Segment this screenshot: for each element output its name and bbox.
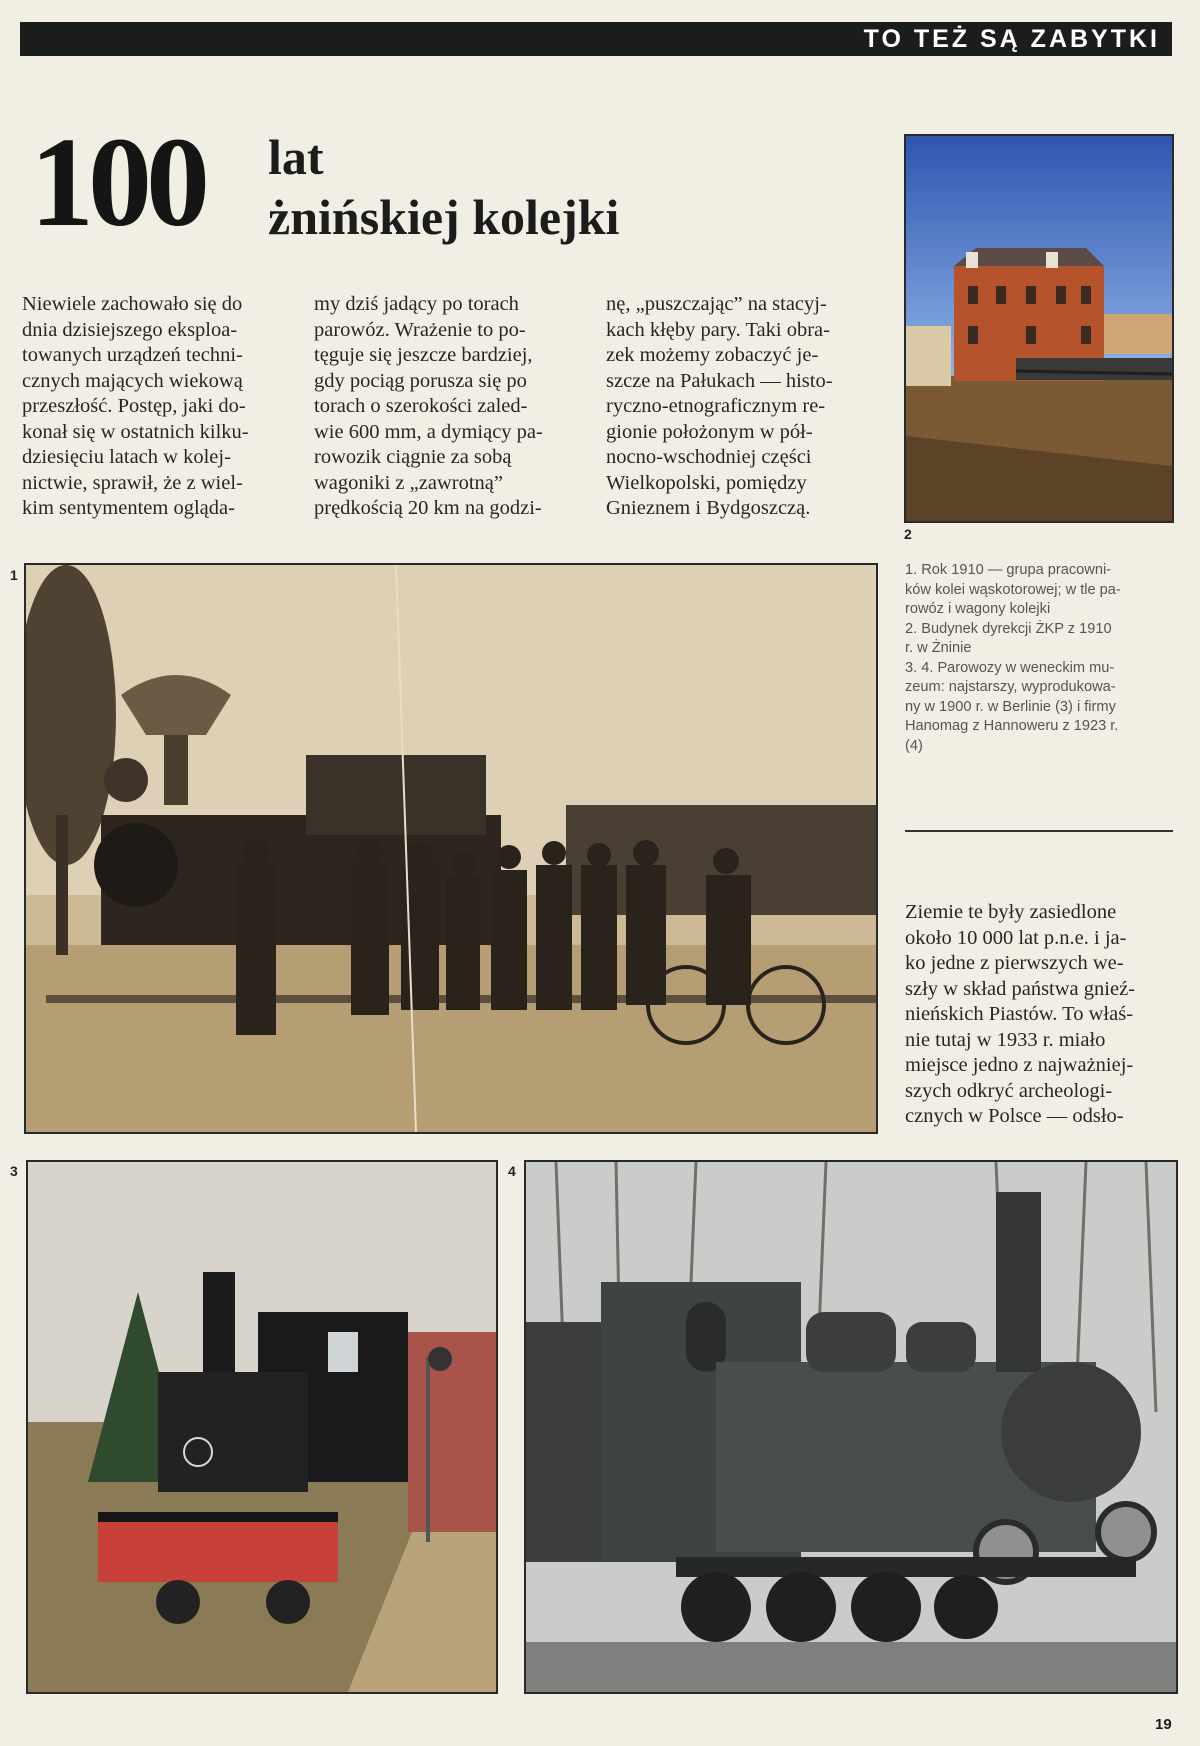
photo-locomotive-hanomag-1923 <box>524 1160 1178 1694</box>
text-line: Ziemie te były zasiedlone <box>905 901 1117 923</box>
text-line: miejsce jedno z najważniej- <box>905 1054 1134 1076</box>
workers-and-locomotive-illustration <box>26 565 876 1132</box>
text-line: Gnieznem i Bydgoszczą. <box>606 497 811 519</box>
text-line: cznych w Polsce — odsło- <box>905 1105 1124 1127</box>
photo-captions <box>905 561 1175 756</box>
caption-line: r. w Żninie <box>905 640 972 656</box>
station-building-illustration <box>906 136 1172 521</box>
caption-line: ków kolei wąskotorowej; w tle pa- <box>905 581 1121 598</box>
locomotive-1923-illustration <box>526 1162 1176 1692</box>
text-line: dziesięciu latach w kolej- <box>22 446 231 468</box>
text-line: kach kłęby pary. Taki obra- <box>606 318 830 341</box>
caption-line: zeum: najstarszy, wyprodukowa- <box>905 679 1116 695</box>
title-number: 100 <box>30 111 204 253</box>
text-line: kim sentymentem ogląda- <box>22 497 235 519</box>
text-line: ko jedne z pierwszych we- <box>905 952 1124 974</box>
text-line: gdy pociąg porusza się po <box>314 369 527 392</box>
divider <box>905 830 1173 832</box>
text-line: nieńskich Piastów. To właś- <box>905 1003 1134 1025</box>
text-line: dnia dzisiejszego eksploa- <box>22 318 238 341</box>
caption-line: 1. Rok 1910 — grupa pracowni- <box>905 562 1112 578</box>
caption-line: 2. Budynek dyrekcji ŻKP z 1910 <box>905 620 1112 637</box>
text-line: torach o szerokości zaled- <box>314 395 528 417</box>
photo-railway-workers-1910 <box>24 563 878 1134</box>
caption-line: ny w 1900 r. w Berlinie (3) i firmy <box>905 698 1116 715</box>
caption-line: (4) <box>905 737 923 754</box>
text-line: szcze na Pałukach — histo- <box>606 369 833 392</box>
text-line: rowozik ciągnie za sobą <box>314 446 512 468</box>
text-line: przeszłość. Postęp, jaki do- <box>22 395 246 417</box>
text-line: Wielkopolski, pomiędzy <box>606 471 807 494</box>
text-line: my dziś jadący po torach <box>314 293 519 315</box>
text-line: szych odkryć archeologi- <box>905 1079 1113 1102</box>
text-line: wie 600 mm, a dymiący pa- <box>314 420 543 443</box>
text-line: ryczno-etnograficznym re- <box>606 395 826 417</box>
locomotive-1900-illustration <box>28 1162 496 1692</box>
text-line: Niewiele zachowało się do <box>22 293 243 315</box>
figure-number: 1 <box>10 567 18 583</box>
text-line: nie tutaj w 1933 r. miało <box>905 1028 1106 1051</box>
text-column-3 <box>606 292 872 522</box>
title-line-1: lat <box>268 129 324 185</box>
caption-line: rowóz i wagony kolejki <box>905 601 1051 617</box>
text-line: towanych urządzeń techni- <box>22 344 243 366</box>
text-line: szły w skład państwa gnieź- <box>905 977 1135 1000</box>
text-line: cznych mających wiekową <box>22 369 243 392</box>
text-line: około 10 000 lat p.n.e. i ja- <box>905 926 1127 949</box>
figure-number: 4 <box>508 1163 516 1179</box>
text-line: gionie położonym w pół- <box>606 420 813 443</box>
text-line: prędkością 20 km na godzi- <box>314 497 542 519</box>
text-line: wagoniki z „zawrotną” <box>314 471 503 494</box>
section-label: TO TEŻ SĄ ZABYTKI <box>863 25 1160 53</box>
title-line-2: żnińskiej kolejki <box>268 189 620 245</box>
page-number: 19 <box>1155 1716 1172 1733</box>
text-column-1 <box>22 292 285 522</box>
text-line: zek możemy zobaczyć je- <box>606 344 819 366</box>
photo-locomotive-berlin-1900 <box>26 1160 498 1694</box>
text-line: nocno-wschodniej części <box>606 446 812 468</box>
figure-number: 2 <box>904 526 912 542</box>
text-line: nę, „puszczając” na stacyj- <box>606 293 827 315</box>
text-line: konał się w ostatnich kilku- <box>22 420 249 443</box>
text-line: parowóz. Wrażenie to po- <box>314 318 526 341</box>
photo-station-building <box>904 134 1174 523</box>
caption-line: Hanomag z Hannoweru z 1923 r. <box>905 718 1119 734</box>
text-column-4 <box>905 900 1171 1130</box>
caption-line: 3. 4. Parowozy w weneckim mu- <box>905 659 1115 676</box>
header-bar <box>20 22 1172 56</box>
figure-number: 3 <box>10 1163 18 1179</box>
text-line: nictwie, sprawił, że z wiel- <box>22 471 243 494</box>
text-column-2 <box>314 292 577 522</box>
text-line: tęguje się jeszcze bardziej, <box>314 344 533 366</box>
